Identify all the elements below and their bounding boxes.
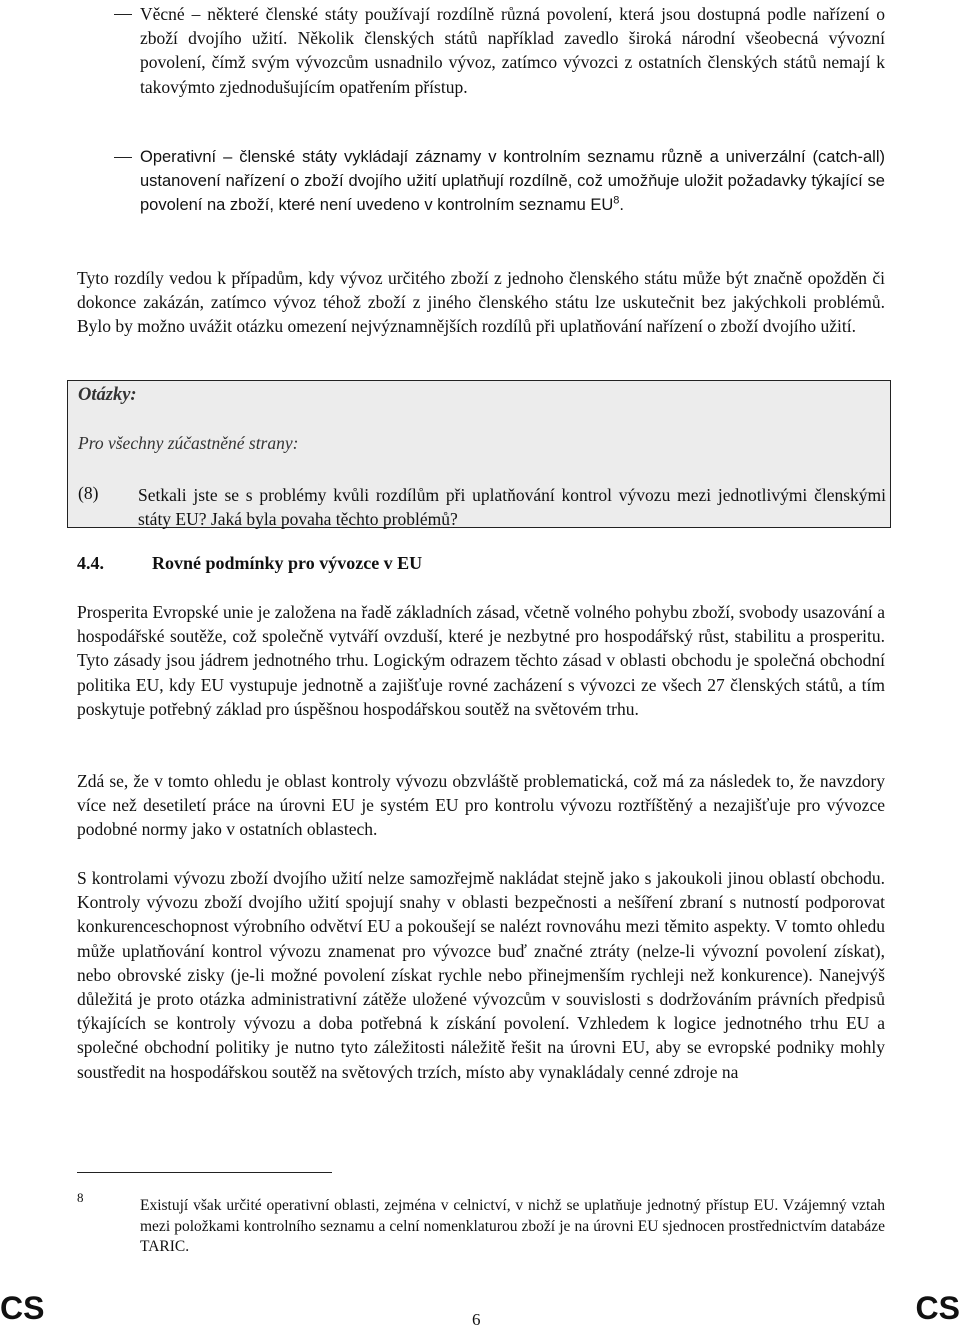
questions-box xyxy=(67,380,891,528)
bullet-item xyxy=(140,2,885,99)
questions-heading: Otázky: xyxy=(78,385,137,405)
question-text: Setkali jste se s problémy kvůli rozdílům při uplatňování kontrol vývozu mezi jednotlivými členskými státy EU? Jaká byla povaha těchto problémů? xyxy=(138,485,886,530)
bullet-end: . xyxy=(619,196,624,215)
footnote-divider xyxy=(77,1172,332,1173)
paragraph: Zdá se, že v tomto ohledu je oblast kontroly vývozu obzvláště problematická, což má za následek to, že navzdory více než desetiletí práce na úrovni EU je systém EU pro kontrolu vývozu roztříštěný a nezajišťuje pro vývozce podobné normy jako v ostatních oblastech. xyxy=(77,771,885,840)
bullet-text: Věcné – některé členské státy používají rozdílně různá povolení, která jsou dostupná podle nařízení o zboží dvojího užití. Několik členských států například zavedlo široká národní všeobecná vývozní povolení, čímž svým vývozcům usnadnilo vývoz, zatímco vývozci z ostatních členských států nemají k takovýmto zjednodušujícím opatřením přístup. xyxy=(140,4,885,97)
footnote-mark: 8 xyxy=(77,1190,84,1205)
questions-subheading: Pro všechny zúčastněné strany: xyxy=(78,433,299,453)
page-number: 6 xyxy=(472,1310,481,1329)
section-number: 4.4. xyxy=(77,553,104,573)
section-title: Rovné podmínky pro vývozce v EU xyxy=(152,553,423,573)
bullet-item xyxy=(140,145,885,218)
footer-language-left: CS xyxy=(0,1290,45,1326)
paragraph-differences: Tyto rozdíly vedou k případům, kdy vývoz určitého zboží z jednoho členského státu může být značně opožděn či dokonce zakázán, zatímco vývoz téhož zboží z jiného členského státu lze uskutečnit bez jakýchkoli problémů. Bylo by možno uvážit otázku omezení nejvýznamnějších rozdílů při uplatňování nařízení o zboží dvojího užití. xyxy=(77,268,885,337)
paragraph: S kontrolami vývozu zboží dvojího užití nelze samozřejmě nakládat stejně jako s jakoukoli jinou oblastí obchodu. Kontroly vývozu zboží dvojího užití spojují snahy v oblasti bezpečnosti a nešíření zbraní s nutností podporovat konkurenceschopnost výrobního odvětví EU a pokoušejí se nalézt rovnováhu mezi těmito aspekty. V tomto ohledu může uplatňování kontrol vývozu znamenat pro vývozce buď značné ztráty (nelze-li vývozní povolení získat), nebo obrovské zisky (je-li možné povolení získat rychle nebo přinejmenším rychleji než konkurence). Nanejvýš důležitá je proto otázka administrativní zátěže uložené vývozcům v souvislosti s dodržováním právních předpisů týkajících se kontroly vývozu a doba potřebná k získání povolení. Vzhledem k logice jednotného trhu EU a společné obchodní politiky je nutno tyto záležitosti náležitě řešit na úrovni EU, aby se evropské podniky mohly soustředit na hospodářskou soutěž na světových trzích, místo aby vynakládaly cenné zdroje na xyxy=(77,868,885,1082)
footnote-ref[interactable]: 8 xyxy=(613,194,620,207)
bullet-text: Operativní – členské státy vykládají záznamy v kontrolním seznamu různě a univerzální (catch-all) ustanovení nařízení o zboží dvojího užití uplatňují rozdílně, což umožňuje uložit požadavky týkající se povolení na zboží, které není uvedeno v kontrolním seznamu EU xyxy=(140,148,885,215)
paragraph: Prosperita Evropské unie je založena na řadě základních zásad, včetně volného pohybu zboží, svobody usazování a hospodářské soutěže, což společně vytváří ovzduší, které je nezbytné pro hospodářský růst, stabilitu a prosperitu. Tyto zásady jsou jádrem jednotného trhu. Logickým odrazem těchto zásad v oblasti obchodu je společná obchodní politika EU, kdy EU vystupuje jednotně a zajišťuje rovné zacházení s vývozci ze všech 27 členských států, a tím poskytuje potřebný základ pro úspěšnou hospodářskou soutěž na světovém trhu. xyxy=(77,602,885,719)
footnote-text: Existují však určité operativní oblasti, zejména v celnictví, v nichž se uplatňuje jednotný přístup EU. Vzájemný vztah mezi položkami kontrolního seznamu a celní nomenklaturou zboží je na úrovni EU sjednocen prostřednictvím databáze TARIC. xyxy=(140,1197,885,1255)
footer-language-right: CS xyxy=(915,1290,960,1326)
question-number: (8) xyxy=(78,483,99,503)
